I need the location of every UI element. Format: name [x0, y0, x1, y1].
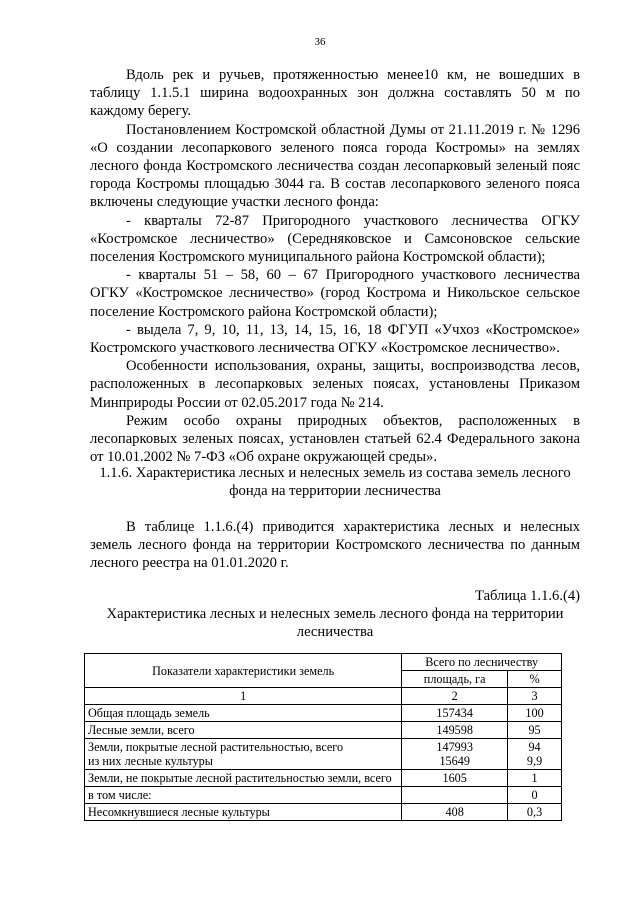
- row-area: 1605: [402, 770, 508, 787]
- paragraph: Особенности использования, охраны, защиты, воспроизводства лесов, расположенных в лесопарковых зеленых поясах, установлены Приказом Минприроды России от 02.05.2017 года № 214.: [90, 358, 580, 411]
- list-item: - кварталы 51 – 58, 60 – 67 Пригородного участкового лесничества ОГКУ «Костромское лесничество» (город Кострома и Никольское сельское поселение Костромского района Костромской области);: [90, 267, 580, 320]
- row-label: Лесные земли, всего: [85, 722, 402, 739]
- row-label-sub: из них лесные культуры: [88, 754, 213, 768]
- row-percent: 100: [508, 705, 562, 722]
- body-text: [90, 66, 580, 466]
- table-row: [85, 739, 562, 770]
- land-characteristics-table: [84, 653, 562, 821]
- intro-paragraph: В таблице 1.1.6.(4) приводится характеристика лесных и нелесных земель лесного фонда на территории Костромского лесничества по данным лесного реестра на 01.01.2020 г.: [90, 519, 580, 572]
- table-header-row: [85, 654, 562, 671]
- row-percent-main: 94: [528, 740, 541, 754]
- header-percent: %: [508, 671, 562, 688]
- row-area: 157434: [402, 705, 508, 722]
- row-percent: [508, 739, 562, 770]
- column-number: 1: [85, 688, 402, 705]
- page-number: 36: [314, 36, 326, 48]
- row-percent: 0: [508, 787, 562, 804]
- row-label: [85, 739, 402, 770]
- list-item: - выдела 7, 9, 10, 11, 13, 14, 15, 16, 18 ФГУП «Учхоз «Костромское» Костромского участкового лесничества ОГКУ «Костромское лесничество».: [90, 321, 580, 357]
- row-area-sub: 15649: [439, 754, 470, 768]
- paragraph: Режим особо охраны природных объектов, расположенных в лесопарковых зеленых поясах, установлен статьей 62.4 Федерального закона от 10.01.2002 № 7-ФЗ «Об охране окружающей среды».: [90, 412, 580, 466]
- row-area: [402, 739, 508, 770]
- table-caption: Характеристика лесных и нелесных земель лесного фонда на территории лесничества: [106, 606, 564, 640]
- header-total: Всего по лесничеству: [402, 654, 562, 671]
- table-row: [85, 770, 562, 787]
- column-number: 3: [508, 688, 562, 705]
- table-row: [85, 787, 562, 804]
- row-label-main: Земли, покрытые лесной растительностью, всего: [88, 740, 344, 754]
- row-percent-sub: 9,9: [526, 754, 543, 768]
- row-label: Общая площадь земель: [85, 705, 402, 722]
- table-row: [85, 705, 562, 722]
- row-percent: 95: [508, 722, 562, 739]
- list-item: - кварталы 72-87 Пригородного участкового лесничества ОГКУ «Костромское лесничество» (Середняковское и Самсоновское сельские поселения Костромского муниципального района Костромской области);: [90, 212, 580, 266]
- row-area: [402, 787, 508, 804]
- header-indicator: Показатели характеристики земель: [85, 654, 402, 688]
- row-label: Несомкнувшиеся лесные культуры: [85, 804, 402, 821]
- row-percent: 1: [508, 770, 562, 787]
- table-row: [85, 804, 562, 821]
- column-number-row: [85, 688, 562, 705]
- section-heading: 1.1.6. Характеристика лесных и нелесных земель из состава земель лесного фонда на территории лесничества: [99, 465, 571, 500]
- table-number: Таблица 1.1.6.(4): [475, 588, 580, 604]
- table-row: [85, 722, 562, 739]
- column-number: 2: [402, 688, 508, 705]
- row-label: в том числе:: [85, 787, 402, 804]
- row-area: 408: [402, 804, 508, 821]
- paragraph: Вдоль рек и ручьев, протяженностью менее10 км, не вошедших в таблицу 1.1.5.1 ширина водоохранных зон должна составлять 50 м по каждому берегу.: [90, 67, 580, 120]
- row-area-main: 147993: [436, 740, 473, 754]
- header-area: площадь, га: [402, 671, 508, 688]
- row-label: Земли, не покрытые лесной растительностью земли, всего: [85, 770, 402, 787]
- paragraph: Постановлением Костромской областной Думы от 21.11.2019 г. № 1296 «О создании лесопаркового зеленого пояса города Костромы» на землях лесного фонда Костромского лесничества создан лесопарковый зеленый пояс города Костромы площадью 3044 га. В состав лесопаркового зеленого пояса включены следующие участки лесного фонда:: [90, 121, 580, 211]
- row-percent: 0,3: [508, 804, 562, 821]
- row-area: 149598: [402, 722, 508, 739]
